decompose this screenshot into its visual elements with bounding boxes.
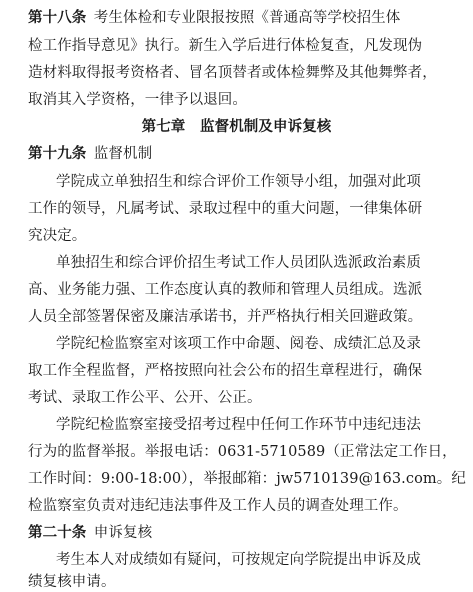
article-18-line-2: 检工作指导意见》执行。新生入学后进行体检复查，凡发现伪: [28, 38, 423, 54]
article-19-p2-line-1: 单独招生和综合评价招生考试工作人员团队选派政治素质: [56, 255, 421, 271]
article-20-heading: [28, 523, 448, 543]
article-18-line-1: [28, 8, 448, 28]
article-18-label: 第十八条: [28, 9, 87, 26]
article-19-p4-line-3: 工作时间：9:00-18:00），举报邮箱：jw5710139@163.com。纪: [28, 471, 466, 487]
article-18-line-4: 取消其入学资格，一律予以退回。: [28, 92, 247, 108]
article-19-title: 监督机制: [93, 146, 153, 162]
chapter-heading: 第七章 监督机制及申诉复核: [141, 118, 332, 135]
article-20-p1-line-1: 考生本人对成绩如有疑问，可按规定向学院提出申诉及成: [56, 552, 421, 568]
article-19-p2-line-2: 高、业务能力强、工作态度认真的教师和管理人员组成。选派: [28, 282, 423, 298]
article-20-label: 第二十条: [28, 524, 87, 541]
article-19-p4-line-1: 学院纪检监察室接受招考过程中任何工作环节中违纪违法: [56, 417, 421, 433]
article-19-label: 第十九条: [28, 145, 87, 162]
article-19-p1-line-2: 工作的领导，凡属考试、录取过程中的重大问题，一律集体研: [28, 201, 423, 217]
article-19-p1-line-3: 究决定。: [28, 228, 87, 244]
article-19-p2-line-3: 人员全部签署保密及廉洁承诺书，并严格执行相关回避政策。: [28, 309, 423, 325]
article-18-line-3: 造材料取得报考资格者、冒名顶替者或体检舞弊及其他舞弊者，: [28, 65, 437, 81]
article-18-text: 考生体检和专业限报按照《普通高等学校招生体: [93, 10, 401, 26]
article-20-p1-line-2: 绩复核申请。: [28, 574, 116, 590]
article-19-p4-line-4: 检监察室负责对违纪违法事件及工作人员的调查处理工作。: [28, 498, 408, 514]
article-20-title: 申诉复核: [93, 525, 153, 541]
article-19-p3-line-1: 学院纪检监察室对该项工作中命题、阅卷、成绩汇总及录: [56, 336, 421, 352]
article-19-p4-line-2: 行为的监督举报。举报电话：0631-5710589（正常法定工作日，: [28, 444, 457, 460]
article-19-p3-line-3: 考试、录取工作公平、公开、公正。: [28, 390, 262, 406]
article-19-p3-line-2: 取工作全程监督，严格按照向社会公布的招生章程进行，确保: [28, 363, 423, 379]
article-19-p1-line-1: 学院成立单独招生和综合评价工作领导小组，加强对此项: [56, 174, 421, 190]
article-19-heading: [28, 144, 448, 164]
